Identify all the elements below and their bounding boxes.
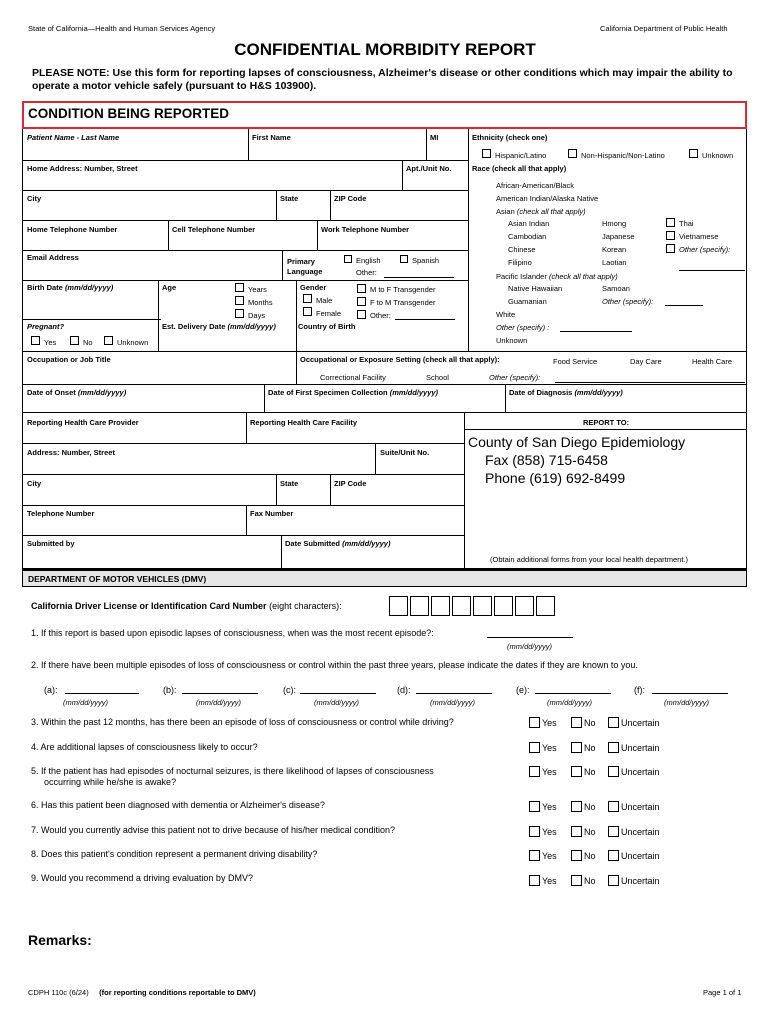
gender-other-checkbox[interactable]: [357, 310, 366, 319]
apt-label: Apt./Unit No.: [406, 164, 452, 173]
report-phone: Phone (619) 692-8499: [485, 470, 626, 486]
state-label: State: [280, 194, 299, 203]
thai-checkbox[interactable]: [666, 218, 675, 227]
race-unknown-label: Unknown: [496, 336, 528, 345]
suite-label: Suite/Unit No.: [380, 448, 430, 457]
m-to-f-checkbox[interactable]: [357, 284, 366, 293]
department-header: California Department of Public Health: [600, 24, 728, 33]
patient-last-name-label: Patient Name - Last Name: [27, 133, 120, 142]
q8-uncertain-checkbox[interactable]: [608, 850, 619, 861]
f-to-m-checkbox[interactable]: [357, 297, 366, 306]
q6-uncertain-checkbox[interactable]: [608, 801, 619, 812]
report-county: County of San Diego Epidemiology: [468, 434, 686, 450]
q4-yes-label: Yes: [542, 743, 557, 753]
please-note: PLEASE NOTE: Use this form for reporting lapses of consciousness, Alzheimer's disease or other conditions which may impair the ability to operate a motor vehicle safely (pursuant to H&S 103900).: [32, 67, 733, 92]
cell-phone-label: Cell Telephone Number: [172, 225, 256, 234]
race-asian-label: Asian (check all that apply): [496, 207, 586, 216]
school-label: School: [426, 373, 449, 382]
q2-c-label: (c):: [283, 685, 296, 695]
patient-first-name-label: First Name: [252, 133, 291, 142]
home-address-label: Home Address: Number, Street: [27, 164, 138, 173]
q9-uncertain-label: Uncertain: [621, 876, 660, 886]
q2-d-label: (d):: [397, 685, 411, 695]
filipino-label: Filipino: [508, 258, 532, 267]
q2-e-label: (e):: [516, 685, 530, 695]
question-2: 2. If there have been multiple episodes of loss of consciousness or control within the past three years, please indicate the dates if they are known to you.: [31, 660, 638, 670]
gender-other-label: Other:: [370, 311, 391, 320]
q3-yes-checkbox[interactable]: [529, 717, 540, 728]
q3-no-label: No: [584, 718, 596, 728]
vietnamese-checkbox[interactable]: [666, 231, 675, 240]
condition-title: CONDITION BEING REPORTED: [28, 106, 230, 121]
ethnicity-unknown-checkbox[interactable]: [689, 149, 698, 158]
question-9: 9. Would you recommend a driving evaluation by DMV?: [31, 873, 253, 883]
m-to-f-label: M to F Transgender: [370, 285, 436, 294]
q2-e-format: (mm/dd/yyyy): [547, 698, 592, 707]
q7-yes-label: Yes: [542, 827, 557, 837]
q9-no-label: No: [584, 876, 596, 886]
page-number: Page 1 of 1: [703, 988, 742, 997]
pregnant-label: Pregnant?: [27, 322, 65, 331]
q2-b-input[interactable]: [182, 693, 258, 694]
question-3: 3. Within the past 12 months, has there been an episode of loss of consciousness or control while driving?: [31, 717, 454, 727]
pregnant-yes-label: Yes: [44, 338, 57, 347]
license-char-3[interactable]: [431, 596, 450, 616]
page-title: CONFIDENTIAL MORBIDITY REPORT: [234, 40, 536, 59]
date-diagnosis-label: Date of Diagnosis (mm/dd/yyyy): [509, 388, 623, 397]
agency-header: State of California—Health and Human Services Agency: [28, 24, 216, 33]
q2-c-format: (mm/dd/yyyy): [314, 698, 359, 707]
race-american-indian-label: American Indian/Alaska Native: [496, 194, 599, 203]
question-6: 6. Has this patient been diagnosed with dementia or Alzheimer's disease?: [31, 800, 325, 810]
license-label: California Driver License or Identification Card Number (eight characters):: [31, 601, 342, 611]
male-label: Male: [316, 296, 333, 305]
q8-no-label: No: [584, 851, 596, 861]
q2-a-format: (mm/dd/yyyy): [63, 698, 108, 707]
vietnamese-label: Vietnamese: [679, 232, 719, 241]
primary-language-label: Primary Language: [287, 257, 323, 276]
q4-uncertain-label: Uncertain: [621, 743, 660, 753]
correctional-label: Correctional Facility: [320, 373, 386, 382]
race-african-label: African-American/Black: [496, 181, 574, 190]
food-service-label: Food Service: [553, 357, 598, 366]
hmong-label: Hmong: [602, 219, 627, 228]
q9-yes-checkbox[interactable]: [529, 875, 540, 886]
q7-no-label: No: [584, 827, 596, 837]
asian-other-input[interactable]: [679, 270, 745, 271]
license-char-2[interactable]: [410, 596, 429, 616]
q8-no-checkbox[interactable]: [571, 850, 582, 861]
exposure-setting-label: Occupational or Exposure Setting (check all that apply):: [300, 355, 500, 364]
provider-label: Reporting Health Care Provider: [27, 418, 139, 427]
date-submitted-label: Date Submitted (mm/dd/yyyy): [285, 539, 391, 548]
license-char-7[interactable]: [515, 596, 534, 616]
provider-phone-label: Telephone Number: [27, 509, 95, 518]
q7-uncertain-checkbox[interactable]: [608, 826, 619, 837]
q2-d-format: (mm/dd/yyyy): [430, 698, 475, 707]
country-of-birth-label: Country of Birth: [298, 322, 356, 331]
license-char-5[interactable]: [473, 596, 492, 616]
asian-other-checkbox[interactable]: [666, 244, 675, 253]
form-id: CDPH 110c (6/24) (for reporting conditions reportable to DMV): [28, 988, 256, 997]
q2-c-input[interactable]: [300, 693, 376, 694]
date-onset-label: Date of Onset (mm/dd/yyyy): [27, 388, 127, 397]
zip-label: ZIP Code: [334, 194, 367, 203]
license-char-8[interactable]: [536, 596, 555, 616]
q6-yes-label: Yes: [542, 802, 557, 812]
date-specimen-label: Date of First Specimen Collection (mm/dd/yyyy): [268, 388, 439, 397]
setting-other-label: Other (specify):: [489, 373, 541, 382]
female-label: Female: [316, 309, 342, 318]
thai-label: Thai: [679, 219, 694, 228]
email-label: Email Address: [27, 253, 79, 262]
report-fax: Fax (858) 715-6458: [485, 452, 608, 468]
race-other-input[interactable]: [560, 331, 632, 332]
city-label: City: [27, 194, 42, 203]
provider-fax-label: Fax Number: [250, 509, 294, 518]
gender-other-input[interactable]: [395, 319, 455, 320]
q1-date-input[interactable]: [487, 637, 573, 638]
est-delivery-label: Est. Delivery Date (mm/dd/yyyy): [162, 322, 276, 331]
q3-yes-label: Yes: [542, 718, 557, 728]
asian-indian-label: Asian Indian: [508, 219, 550, 228]
race-label: Race (check all that apply): [472, 164, 567, 173]
q2-d-input[interactable]: [416, 693, 492, 694]
provider-city-label: City: [27, 479, 42, 488]
occupation-label: Occupation or Job Title: [27, 355, 111, 364]
samoan-label: Samoan: [602, 284, 630, 293]
months-label: Months: [248, 298, 273, 307]
q4-no-label: No: [584, 743, 596, 753]
female-checkbox[interactable]: [303, 307, 312, 316]
months-checkbox[interactable]: [235, 296, 244, 305]
language-other-label: Other:: [356, 268, 377, 277]
q7-no-checkbox[interactable]: [571, 826, 582, 837]
submitted-by-label: Submitted by: [27, 539, 75, 548]
q2-b-format: (mm/dd/yyyy): [196, 698, 241, 707]
q8-uncertain-label: Uncertain: [621, 851, 660, 861]
license-char-1[interactable]: [389, 596, 408, 616]
q2-f-label: (f):: [634, 685, 645, 695]
pregnant-no-checkbox[interactable]: [70, 336, 79, 345]
q5-no-label: No: [584, 767, 596, 777]
race-other-label: Other (specify) :: [496, 323, 550, 332]
question-7: 7. Would you currently advise this patient not to drive because of his/her medical condition?: [31, 825, 396, 835]
q9-uncertain-checkbox[interactable]: [608, 875, 619, 886]
hispanic-checkbox[interactable]: [482, 149, 491, 158]
q2-a-input[interactable]: [65, 693, 139, 694]
gender-label: Gender: [300, 283, 327, 292]
patient-section: [22, 129, 747, 569]
q2-f-input[interactable]: [652, 693, 728, 694]
provider-zip-label: ZIP Code: [334, 479, 367, 488]
asian-other-label: Other (specify):: [679, 245, 731, 254]
patient-mi-label: MI: [430, 133, 439, 142]
q2-e-input[interactable]: [535, 693, 611, 694]
laotian-label: Laotian: [602, 258, 627, 267]
ethnicity-label: Ethnicity (check one): [472, 133, 548, 142]
pacific-islander-label: Pacific Islander (check all that apply): [496, 272, 618, 281]
report-to-label: REPORT TO:: [583, 418, 630, 427]
q5-yes-label: Yes: [542, 767, 557, 777]
q7-yes-checkbox[interactable]: [529, 826, 540, 837]
q1-date-format: (mm/dd/yyyy): [507, 642, 552, 651]
q2-b-label: (b):: [163, 685, 177, 695]
q6-no-label: No: [584, 802, 596, 812]
spanish-label: Spanish: [412, 256, 440, 265]
language-other-input[interactable]: [384, 277, 454, 278]
question-5: 5. If the patient has had episodes of nocturnal seizures, is there likelihood of lapses of consciousness: [31, 766, 434, 776]
facility-label: Reporting Health Care Facility: [250, 418, 358, 427]
work-phone-label: Work Telephone Number: [321, 225, 410, 234]
q8-yes-label: Yes: [542, 851, 557, 861]
q4-no-checkbox[interactable]: [571, 742, 582, 753]
q6-uncertain-label: Uncertain: [621, 802, 660, 812]
days-label: Days: [248, 311, 266, 320]
q5-yes-checkbox[interactable]: [529, 766, 540, 777]
q2-a-label: (a):: [44, 685, 58, 695]
dmv-title: DEPARTMENT OF MOTOR VEHICLES (DMV): [28, 574, 207, 584]
q4-uncertain-checkbox[interactable]: [608, 742, 619, 753]
spanish-checkbox[interactable]: [400, 255, 408, 263]
guamanian-label: Guamanian: [508, 297, 547, 306]
q6-yes-checkbox[interactable]: [529, 801, 540, 812]
q8-yes-checkbox[interactable]: [529, 850, 540, 861]
obtain-forms-note: (Obtain additional forms from your local health department.): [490, 555, 689, 564]
white-label: White: [496, 310, 516, 319]
remarks-label: Remarks:: [28, 932, 92, 948]
korean-label: Korean: [602, 245, 627, 254]
male-checkbox[interactable]: [303, 294, 312, 303]
days-checkbox[interactable]: [235, 309, 244, 318]
pregnant-no-label: No: [83, 338, 93, 347]
q5-uncertain-label: Uncertain: [621, 767, 660, 777]
age-label: Age: [162, 283, 177, 292]
years-label: Years: [248, 285, 267, 294]
provider-address-label: Address: Number, Street: [27, 448, 115, 457]
q2-f-format: (mm/dd/yyyy): [664, 698, 709, 707]
setting-other-input[interactable]: [555, 382, 745, 383]
english-label: English: [356, 256, 381, 265]
years-checkbox[interactable]: [235, 283, 244, 292]
provider-state-label: State: [280, 479, 299, 488]
q4-yes-checkbox[interactable]: [529, 742, 540, 753]
ethnicity-unknown-label: Unknown: [702, 151, 734, 160]
native-hawaiian-label: Native Hawaiian: [508, 284, 563, 293]
pregnant-unknown-checkbox[interactable]: [104, 336, 113, 345]
pacific-other-label: Other (specify):: [602, 297, 654, 306]
q6-no-checkbox[interactable]: [571, 801, 582, 812]
cambodian-label: Cambodian: [508, 232, 547, 241]
non-hispanic-label: Non-Hispanic/Non-Latino: [581, 151, 665, 160]
non-hispanic-checkbox[interactable]: [568, 149, 577, 158]
q9-no-checkbox[interactable]: [571, 875, 582, 886]
q5-uncertain-checkbox[interactable]: [608, 766, 619, 777]
day-care-label: Day Care: [630, 357, 662, 366]
q9-yes-label: Yes: [542, 876, 557, 886]
question-8: 8. Does this patient's condition represent a permanent driving disability?: [31, 849, 318, 859]
health-care-label: Health Care: [692, 357, 733, 366]
q7-uncertain-label: Uncertain: [621, 827, 660, 837]
pregnant-unknown-label: Unknown: [117, 338, 149, 347]
question-1: 1. If this report is based upon episodic lapses of consciousness, when was the most recent episode?:: [31, 628, 434, 638]
hispanic-label: Hispanic/Latino: [495, 151, 547, 160]
pacific-other-input[interactable]: [665, 305, 703, 306]
q3-uncertain-checkbox[interactable]: [608, 717, 619, 728]
license-char-4[interactable]: [452, 596, 471, 616]
question-5-cont: occurring while he/she is awake?: [44, 777, 177, 787]
pregnant-yes-checkbox[interactable]: [31, 336, 40, 345]
english-checkbox[interactable]: [344, 255, 352, 263]
japanese-label: Japanese: [602, 232, 635, 241]
license-char-6[interactable]: [494, 596, 513, 616]
question-4: 4. Are additional lapses of consciousness likely to occur?: [31, 742, 258, 752]
home-phone-label: Home Telephone Number: [27, 225, 118, 234]
q3-no-checkbox[interactable]: [571, 717, 582, 728]
f-to-m-label: F to M Transgender: [370, 298, 436, 307]
q5-no-checkbox[interactable]: [571, 766, 582, 777]
birth-date-label: Birth Date (mm/dd/yyyy): [27, 283, 114, 292]
chinese-label: Chinese: [508, 245, 536, 254]
q3-uncertain-label: Uncertain: [621, 718, 660, 728]
